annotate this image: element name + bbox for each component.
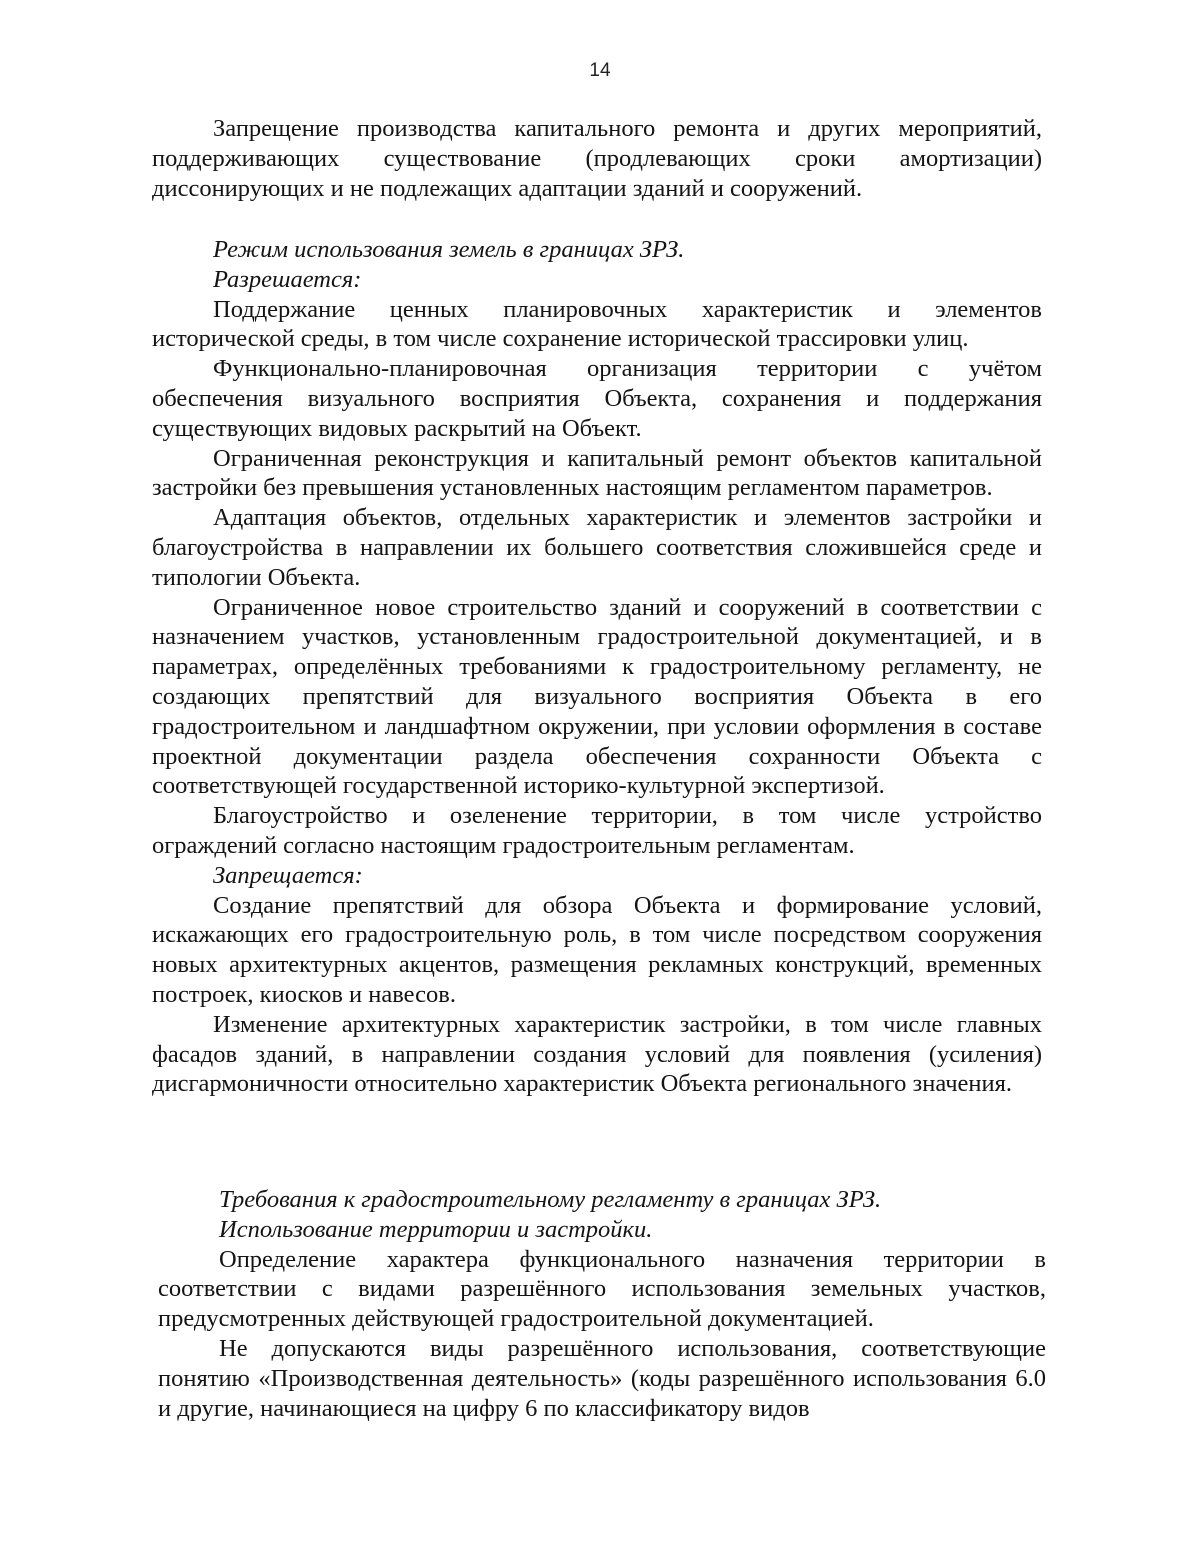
paragraph: Благоустройство и озеленение территории, в том числе устройство ограждений согласно настоящим градостроительным регламентам. <box>152 802 1042 859</box>
paragraph: Запрещение производства капитального ремонта и других мероприятий, поддерживающих существование (продлевающих сроки амортизации) диссонирующих и не подлежащих адаптации зданий и сооружений. <box>152 115 1042 202</box>
paragraph: Определение характера функционального назначения территории в соответствии с видами разрешённого использования земельных участков, предусмотренных действующей градостроительной документацией. <box>158 1245 1046 1333</box>
subsection-heading: Использование территории и застройки. <box>219 1215 653 1243</box>
section-heading: Требования к градостроительному регламенту в границах ЗРЗ. <box>219 1186 882 1213</box>
paragraph: Поддержание ценных планировочных характеристик и элементов исторической среды, в том числе сохранение исторической трассировки улиц. <box>152 295 1042 353</box>
paragraph: Ограниченное новое строительство зданий и сооружений в соответствии с назначением участков, установленным градостроительной документацией, и в параметрах, определённых требованиями к градостроительному регламенту, не создающих препятствий для визуального восприятия Объекта в его градостроительном и ландшафтном окружении, при условии оформления в составе проектной документации раздела обеспечения сохранности Объекта с соответствующей государственной историко-культурной экспертизой. <box>152 593 1042 800</box>
paragraph: Изменение архитектурных характеристик застройки, в том числе главных фасадов зданий, в направлении создания условий для появления (усиления) дисгармоничности относительно характеристик Объекта регионального значения. <box>152 1010 1042 1098</box>
regulation-requirements-section <box>158 1185 1046 1423</box>
page-number: 14 <box>589 60 611 81</box>
paragraph: Ограниченная реконструкция и капитальный ремонт объектов капитальной застройки без превышения установленных настоящим регламентом параметров. <box>152 444 1042 502</box>
paragraph: Функционально-планировочная организация территории с учётом обеспечения визуального восприятия Объекта, сохранения и поддержания существующих видовых раскрытий на Объект. <box>152 355 1042 442</box>
intro-section <box>152 114 1042 203</box>
paragraph: Не допускаются виды разрешённого использования, соответствующие понятию «Производственная деятельность» (коды разрешённого использования 6.0 и другие, начинающиеся на цифру 6 по классификатору видов <box>158 1334 1046 1422</box>
paragraph: Адаптация объектов, отдельных характеристик и элементов застройки и благоустройства в направлении их большего соответствия сложившейся среде и типологии Объекта. <box>152 504 1042 591</box>
subsection-heading-prohibited: Запрещается: <box>213 861 363 889</box>
subsection-heading-allowed: Разрешается: <box>213 265 362 293</box>
land-use-regime-section <box>152 235 1042 1099</box>
section-heading: Режим использования земель в границах ЗРЗ. <box>213 236 685 263</box>
paragraph: Создание препятствий для обзора Объекта и формирование условий, искажающих его градостроительную роль, в том числе посредством сооружения новых архитектурных акцентов, размещения рекламных конструкций, временных построек, киосков и навесов. <box>152 891 1042 1008</box>
